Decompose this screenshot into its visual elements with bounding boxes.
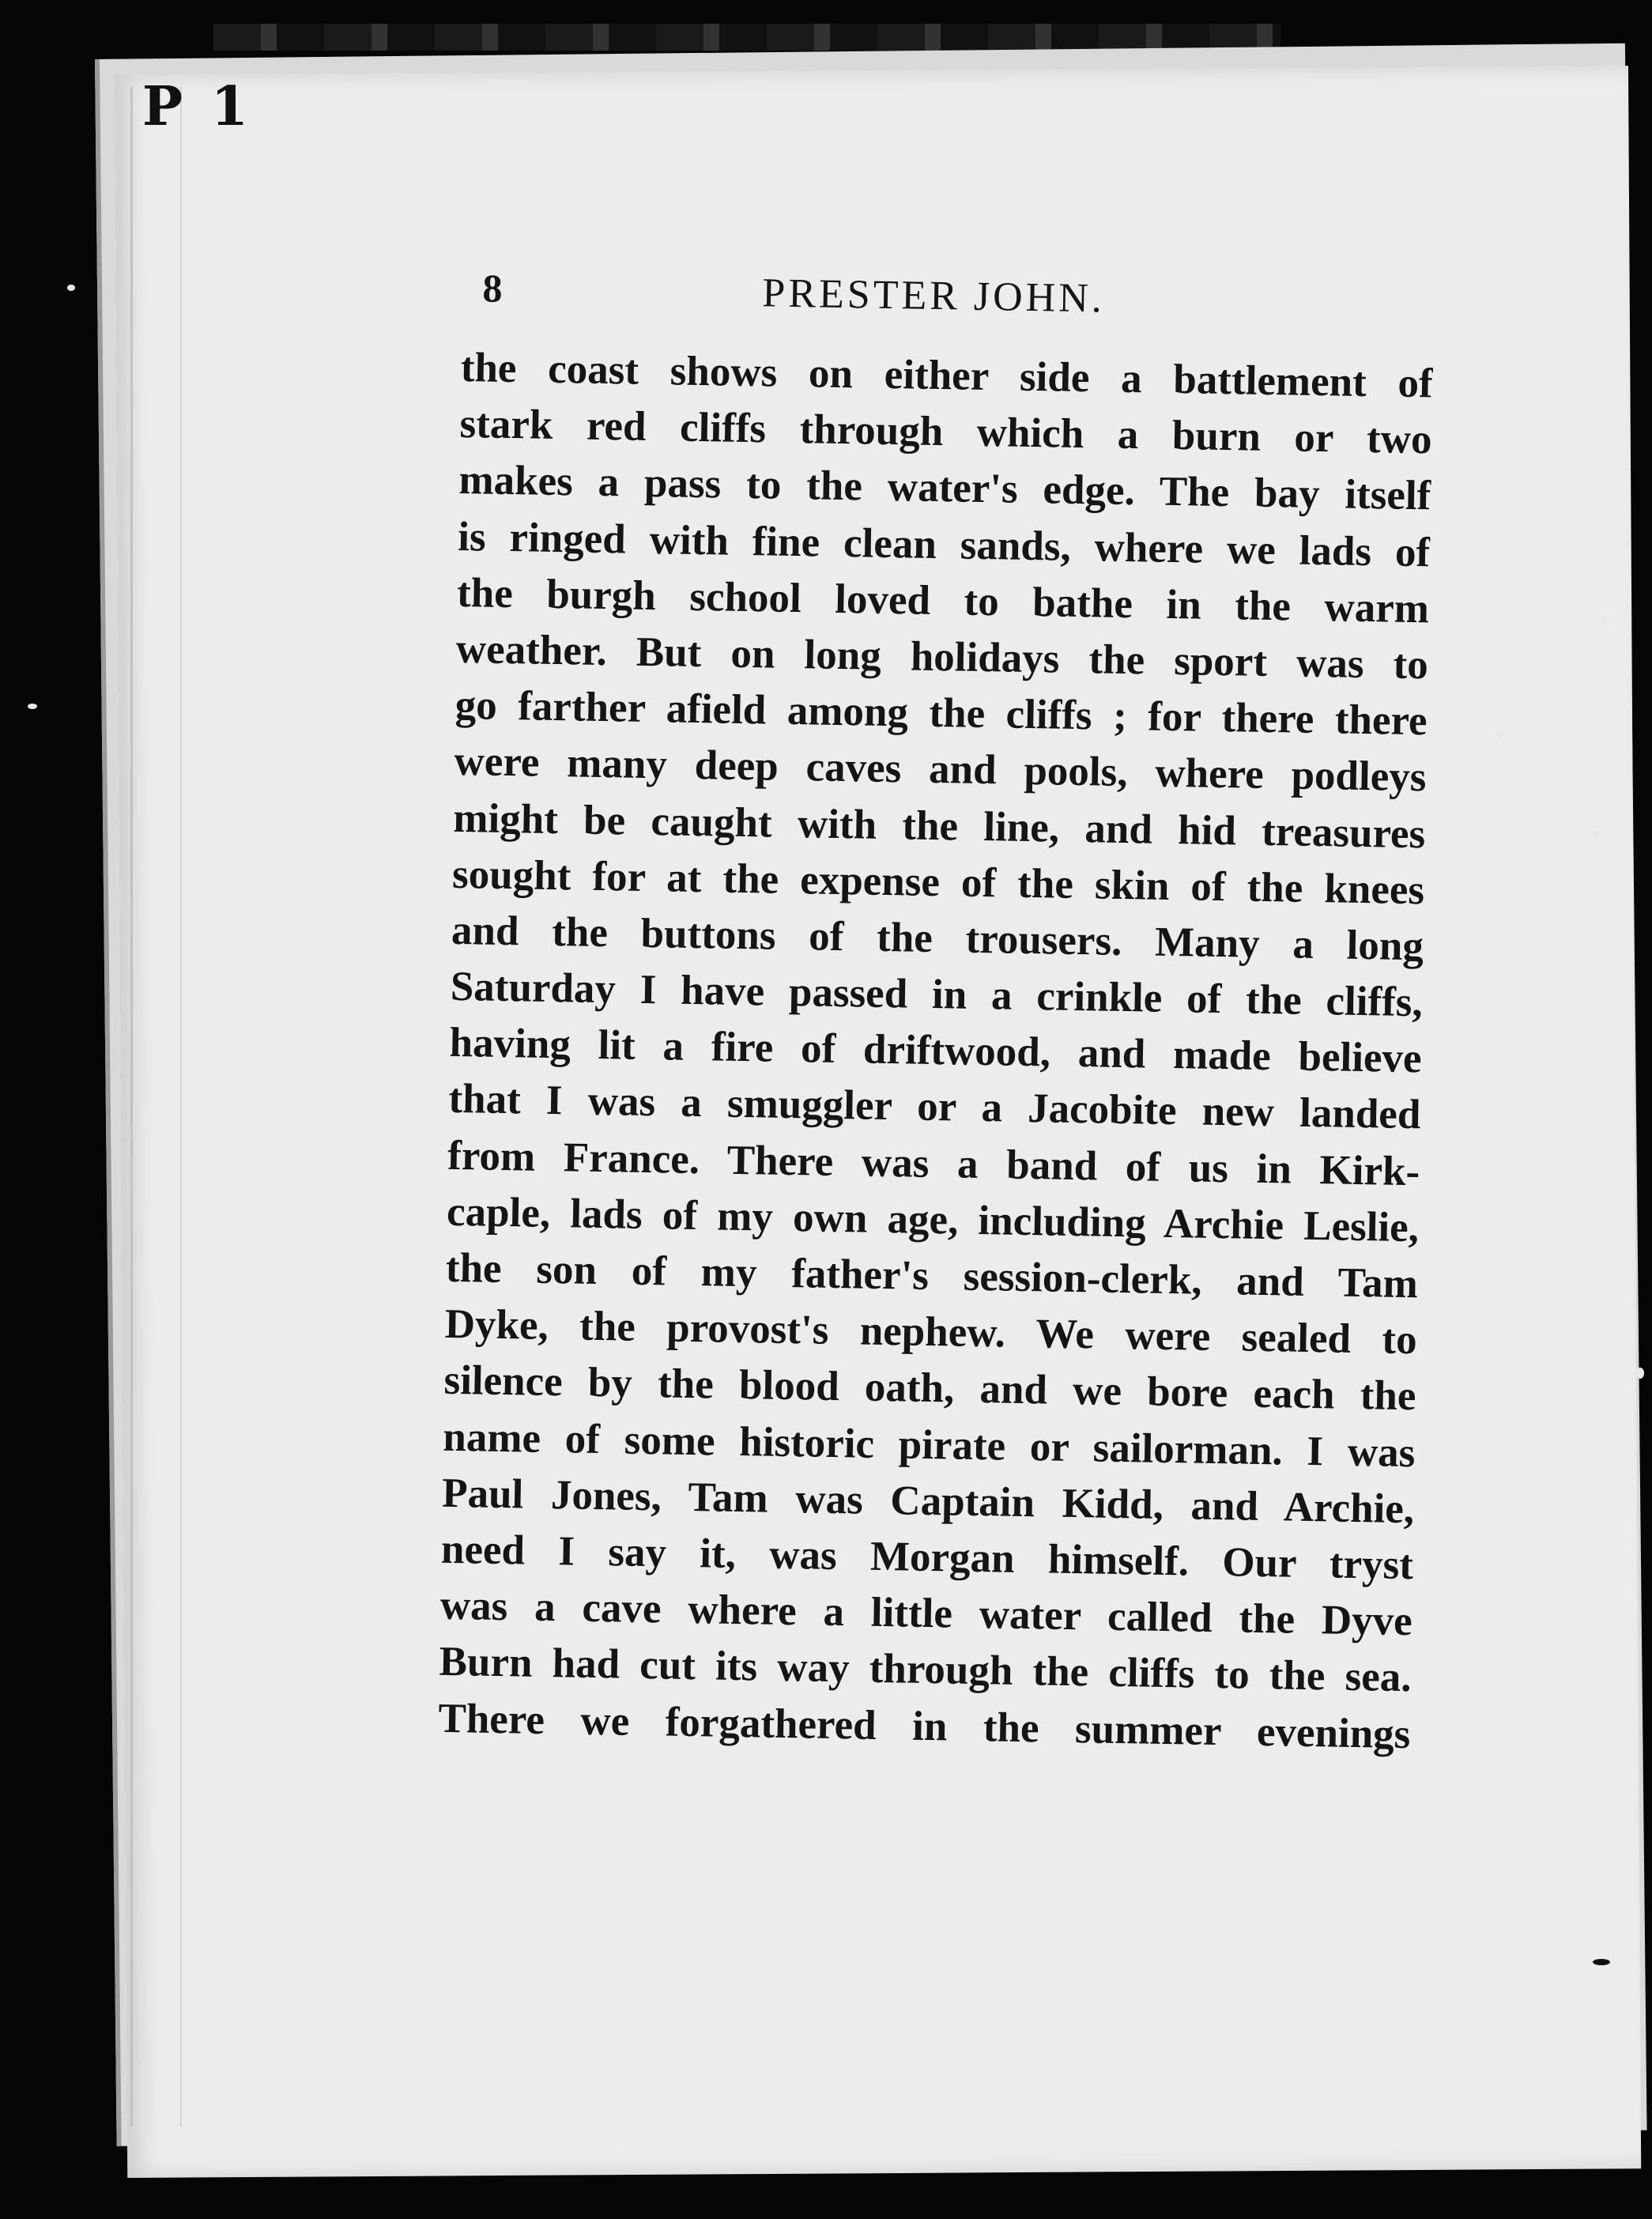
text-line: is ringed with fine clean sands, where we lads of (457, 513, 1431, 576)
speck (1636, 1368, 1644, 1379)
text-line: the burgh school loved to bathe in the warm (456, 569, 1430, 632)
text-line: makes a pass to the water's edge. The bay itself (458, 457, 1431, 519)
body-text (438, 340, 1433, 1763)
text-line: having lit a fire of driftwood, and made believe (449, 1020, 1422, 1082)
running-head (461, 265, 1434, 356)
text-block (438, 265, 1435, 1763)
speck (67, 285, 75, 291)
text-line: name of some historic pirate or sailorman. I was (442, 1413, 1416, 1476)
text-line: caple, lads of my own age, including Archie Leslie, (446, 1188, 1420, 1251)
speck (1593, 830, 1600, 837)
text-line: the son of my father's session-clerk, and Tam (445, 1244, 1419, 1308)
speck (28, 704, 37, 709)
text-line: and the buttons of the trousers. Many a long (451, 907, 1424, 970)
speck (1593, 1959, 1610, 1965)
text-line: might be caught with the line, and hid treasures (452, 794, 1426, 857)
text-line: sought for at the expense of the skin of the knees (451, 851, 1425, 913)
running-head-title: PRESTER JOHN. (761, 270, 1106, 322)
text-line: Paul Jones, Tam was Captain Kidd, and Archie, (441, 1470, 1415, 1532)
page-edge (130, 87, 182, 2127)
text-line: go farther afield among the cliffs ; for there there (454, 682, 1428, 745)
text-line: Burn had cut its way through the cliffs to the sea. (439, 1639, 1412, 1701)
text-line: from France. There was a band of us in Kirk- (447, 1132, 1420, 1194)
text-line: Saturday I have passed in a crinkle of the cliffs, (450, 963, 1424, 1026)
speck (1498, 731, 1504, 738)
text-line: Dyke, the provost's nephew. We were sealed to (444, 1301, 1418, 1364)
text-line: weather. But on long holidays the sport was to (455, 625, 1429, 689)
text-line: silence by the blood oath, and we bore each the (443, 1357, 1416, 1420)
text-line: was a cave where a little water called the Dyve (439, 1582, 1413, 1645)
top-edge-strip (213, 24, 1280, 51)
text-line: that I was a smuggler or a Jacobite new landed (448, 1076, 1421, 1138)
text-line: need I say it, was Morgan himself. Our tryst (440, 1526, 1414, 1589)
text-line: stark red cliffs through which a burn or two (459, 401, 1432, 463)
text-line: There we forgathered in the summer evenings (438, 1695, 1411, 1757)
corner-mark: P 1 (142, 75, 254, 138)
speck (1601, 617, 1609, 625)
page-number: 8 (482, 266, 503, 311)
text-line: were many deep caves and pools, where podleys (454, 738, 1427, 801)
text-line: the coast shows on either side a battlement of (460, 344, 1434, 407)
